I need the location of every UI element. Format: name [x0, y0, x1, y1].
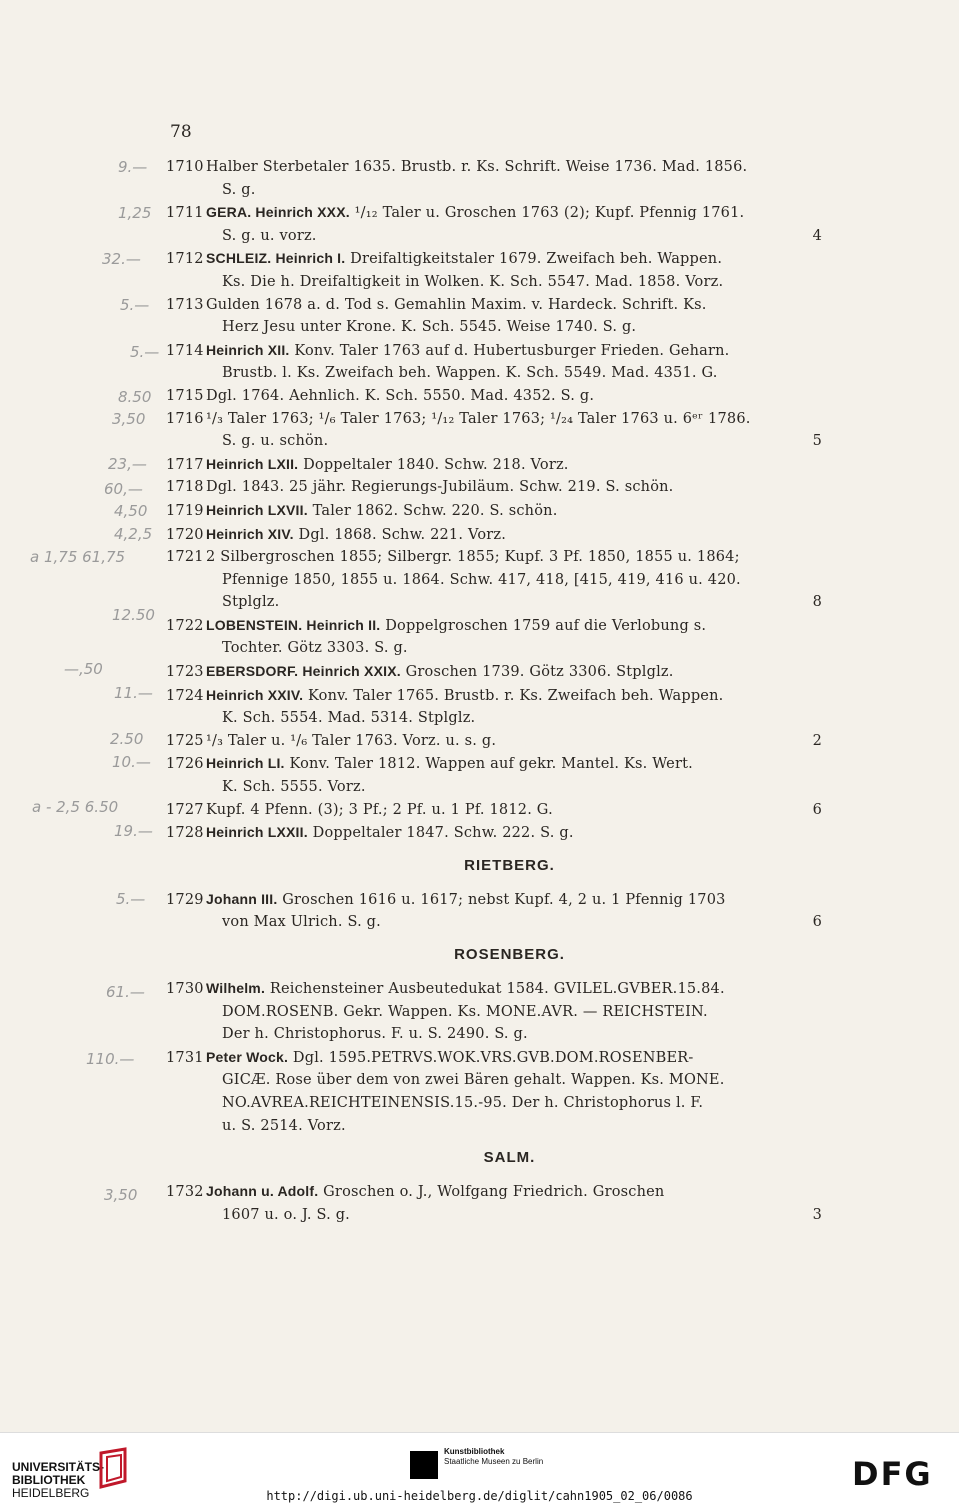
entry-title: GERA. Heinrich XXX.	[206, 204, 350, 221]
entry-text: Tochter. Götz 3303. S. g.	[222, 640, 408, 657]
entry-number: 1722	[166, 617, 204, 634]
entry-number: 1718	[166, 479, 204, 496]
entry-text: Dgl. 1843. 25 jähr. Regierungs-Jubiläum. Schw. 219. S. schön.	[206, 479, 674, 496]
section-heading-rosenberg: ROSENBERG.	[454, 946, 565, 963]
entry-number: 1719	[166, 502, 204, 519]
entry-title: Heinrich XXIV.	[206, 686, 304, 703]
handwritten-price-note: 5.—	[120, 296, 150, 314]
catalog-entry	[166, 201, 822, 247]
catalog-entry	[166, 499, 822, 523]
catalog-entry	[166, 339, 822, 385]
entry-price: 8	[812, 594, 822, 611]
handwritten-price-note: 5.—	[116, 890, 146, 908]
handwritten-price-note: 3,50	[104, 1186, 138, 1204]
catalog-entry	[166, 660, 822, 684]
entry-text: Brustb. l. Ks. Zweifach beh. Wappen. K. Sch. 5549. Mad. 4351. G.	[222, 365, 718, 382]
entry-number: 1721	[166, 549, 204, 566]
entry-title: Heinrich LXII.	[206, 455, 299, 472]
entry-number: 1713	[166, 296, 204, 313]
entry-title: Johann III.	[206, 890, 278, 907]
entry-text: K. Sch. 5555. Vorz.	[222, 779, 366, 796]
entry-text: Konv. Taler 1763 auf d. Hubertusburger Frieden. Geharn.	[289, 342, 730, 359]
entry-text: Ks. Die h. Dreifaltigkeit in Wolken. K. Sch. 5547. Mad. 1858. Vorz.	[222, 273, 724, 290]
handwritten-price-note: 19.—	[114, 822, 153, 840]
entry-text: Doppelgroschen 1759 auf die Verlobung s.	[380, 617, 707, 634]
entry-text: Groschen 1739. Götz 3306. Stplglz.	[400, 664, 674, 681]
entry-text: Reichensteiner Ausbeutedukat 1584. GVILEL.GVBER.15.84.	[265, 981, 725, 997]
source-url[interactable]: http://digi.ub.uni-heidelberg.de/diglit/cahn1905_02_06/0086	[266, 1489, 693, 1503]
entry-title: Heinrich LXXII.	[206, 824, 308, 841]
kb-line-2: Staatliche Museen zu Berlin	[444, 1457, 544, 1466]
entry-number: 1710	[166, 159, 204, 175]
handwritten-price-note: 3,50	[112, 410, 146, 428]
entry-title: Peter Wock.	[206, 1048, 289, 1065]
catalog-entry	[166, 752, 822, 798]
ub-line-2: BIBLIOTHEK	[12, 1473, 86, 1487]
catalog-entry	[166, 546, 822, 614]
catalog-entry	[166, 523, 822, 547]
entry-text: Dreifaltigkeitstaler 1679. Zweifach beh. Wappen.	[345, 251, 723, 268]
entry-text: Herz Jesu unter Krone. K. Sch. 5545. Weise 1740. S. g.	[222, 319, 637, 336]
ub-line-3: HEIDELBERG	[12, 1486, 90, 1500]
entry-number: 1727	[166, 801, 204, 818]
handwritten-price-note: 11.—	[114, 684, 153, 702]
entry-text: Pfennige 1850, 1855 u. 1864. Schw. 417, 418, [415, 419, 416 u. 420.	[222, 571, 741, 588]
handwritten-price-note: 10.—	[112, 753, 151, 771]
entry-title: SCHLEIZ. Heinrich I.	[206, 250, 346, 267]
handwritten-price-note: a - 2,5 6.50	[32, 798, 119, 816]
catalog-entry	[166, 614, 822, 660]
handwritten-price-note: a 1,75 61,75	[30, 548, 126, 566]
entry-text: Doppeltaler 1840. Schw. 218. Vorz.	[298, 456, 569, 473]
entry-text: Halber Sterbetaler 1635. Brustb. r. Ks. Schrift. Weise 1736. Mad. 1856.	[206, 159, 748, 175]
entry-number: 1714	[166, 342, 204, 359]
kb-line-1: Kunstbibliothek	[444, 1447, 505, 1456]
catalog-entry	[166, 1180, 822, 1226]
handwritten-price-note: 4,2,5	[114, 525, 153, 543]
entry-text: Taler 1862. Schw. 220. S. schön.	[307, 502, 558, 519]
catalog-entry	[166, 730, 822, 753]
entry-price: 6	[812, 914, 822, 931]
entry-text: NO.AVREA.REICHTEINENSIS.15.-95. Der h. Christophorus l. F.	[222, 1094, 704, 1111]
catalog-entry	[166, 156, 822, 201]
catalog-entry	[166, 247, 822, 293]
entry-text: von Max Ulrich. S. g.	[222, 914, 381, 931]
entry-number: 1725	[166, 732, 204, 749]
entry-price: 5	[812, 433, 822, 450]
handwritten-price-note: 5.—	[130, 343, 160, 361]
entry-text: Der h. Christophorus. F. u. S. 2490. S. g.	[222, 1026, 528, 1043]
entry-number: 1730	[166, 981, 204, 997]
entry-price: 2	[812, 732, 822, 749]
entry-text: 1607 u. o. J. S. g.	[222, 1206, 350, 1223]
entry-text: S. g. u. schön.	[222, 433, 329, 450]
entry-title: Heinrich XIV.	[206, 525, 294, 542]
handwritten-price-note: 12.50	[112, 606, 155, 624]
catalog-entry	[166, 1046, 822, 1137]
handwritten-price-note: 23,—	[108, 455, 147, 473]
dfg-logo: DFG	[852, 1455, 933, 1493]
entry-title: Wilhelm.	[206, 980, 266, 996]
catalog-entry	[166, 385, 822, 408]
footer-bar	[0, 1432, 959, 1508]
entry-text: Dgl. 1868. Schw. 221. Vorz.	[293, 526, 507, 543]
entry-number: 1724	[166, 687, 204, 704]
entry-number: 1715	[166, 387, 204, 404]
catalog-entry	[166, 408, 822, 453]
catalog-entry	[166, 476, 822, 499]
catalog-entry	[166, 453, 822, 477]
entry-price: 6	[812, 801, 822, 818]
entry-title: Heinrich LI.	[206, 755, 285, 772]
entry-text: K. Sch. 5554. Mad. 5314. Stplglz.	[222, 710, 476, 727]
entry-number: 1720	[166, 526, 204, 543]
handwritten-price-note: 60,—	[104, 480, 143, 498]
ub-logo-icon	[95, 1447, 133, 1491]
entry-price: 4	[812, 227, 822, 244]
kunstbibliothek-label	[444, 1447, 543, 1467]
handwritten-price-note: 110.—	[86, 1050, 135, 1068]
handwritten-price-note: 4,50	[114, 502, 148, 520]
entry-text: S. g. u. vorz.	[222, 227, 317, 244]
entry-number: 1712	[166, 251, 204, 268]
handwritten-price-note: —,50	[64, 660, 103, 678]
entry-text: Stplglz.	[222, 594, 280, 611]
entry-title: Johann u. Adolf.	[206, 1183, 319, 1200]
entry-text: Groschen 1616 u. 1617; nebst Kupf. 4, 2 u. 1 Pfennig 1703	[277, 891, 726, 908]
entry-title: Heinrich LXVII.	[206, 501, 308, 518]
handwritten-price-note: 9.—	[118, 158, 148, 176]
entry-number: 1726	[166, 756, 204, 773]
section-heading-rietberg: RIETBERG.	[464, 856, 555, 874]
entry-number: 1717	[166, 456, 204, 473]
entry-price: 3	[812, 1206, 822, 1223]
catalog-entry	[166, 684, 822, 730]
entry-number: 1731	[166, 1049, 204, 1066]
handwritten-price-note: 1,25	[118, 204, 152, 222]
handwritten-price-note: 2.50	[110, 730, 144, 748]
entry-text: Dgl. 1595.PETRVS.WOK.VRS.GVB.DOM.ROSENBER-	[288, 1049, 694, 1066]
entry-text: u. S. 2514. Vorz.	[222, 1117, 346, 1134]
entry-text: ¹/₁₂ Taler u. Groschen 1763 (2); Kupf. Pfennig 1761.	[349, 205, 745, 222]
entry-number: 1729	[166, 891, 204, 908]
entry-text: Groschen o. J., Wolfgang Friedrich. Groschen	[318, 1184, 665, 1201]
kunstbibliothek-logo-icon	[410, 1451, 438, 1479]
entry-text: ¹/₃ Taler 1763; ¹/₆ Taler 1763; ¹/₁₂ Taler 1763; ¹/₂₄ Taler 1763 u. 6ᵉʳ 1786.	[206, 410, 751, 427]
entry-text: S. g.	[222, 181, 256, 198]
catalog-entry	[166, 821, 822, 845]
entry-text: Kupf. 4 Pfenn. (3); 3 Pf.; 2 Pf. u. 1 Pf. 1812. G.	[206, 801, 553, 818]
entry-number: 1711	[166, 205, 204, 222]
catalog-entry	[166, 888, 822, 934]
entry-text: DOM.ROSENB. Gekr. Wappen. Ks. MONE.AVR. — REICHSTEIN.	[222, 1003, 708, 1020]
catalog-entry	[166, 799, 822, 822]
entry-text: GICÆ. Rose über dem von zwei Bären gehalt. Wappen. Ks. MONE.	[222, 1072, 725, 1089]
entry-text: Dgl. 1764. Aehnlich. K. Sch. 5550. Mad. 4352. S. g.	[206, 387, 595, 404]
page-number: 78	[170, 122, 192, 142]
entry-title: Heinrich XII.	[206, 341, 290, 358]
handwritten-price-note: 61.—	[106, 983, 145, 1001]
catalog-entry	[166, 977, 822, 1046]
handwritten-price-note: 32.—	[102, 250, 141, 268]
entry-title: EBERSDORF. Heinrich XXIX.	[206, 663, 401, 680]
ub-line-1: UNIVERSITÄTS-	[12, 1460, 105, 1474]
handwritten-price-note: 8.50	[118, 388, 152, 406]
section-heading-salm: SALM.	[483, 1149, 536, 1167]
entry-text: Konv. Taler 1765. Brustb. r. Ks. Zweifach beh. Wappen.	[303, 687, 724, 704]
entry-text: Gulden 1678 a. d. Tod s. Gemahlin Maxim. v. Hardeck. Schrift. Ks.	[206, 296, 707, 313]
entry-number: 1728	[166, 825, 204, 842]
entry-title: LOBENSTEIN. Heinrich II.	[206, 616, 381, 633]
entry-number: 1723	[166, 664, 204, 681]
entry-text: Doppeltaler 1847. Schw. 222. S. g.	[307, 825, 574, 842]
entry-text: Konv. Taler 1812. Wappen auf gekr. Mantel. Ks. Wert.	[284, 756, 693, 773]
entry-text: 2 Silbergroschen 1855; Silbergr. 1855; Kupf. 3 Pf. 1850, 1855 u. 1864;	[206, 549, 740, 566]
entry-text: ¹/₃ Taler u. ¹/₆ Taler 1763. Vorz. u. s. g.	[206, 732, 497, 749]
entry-number: 1716	[166, 410, 204, 427]
entry-number: 1732	[166, 1184, 204, 1201]
catalog-entry	[166, 294, 822, 339]
